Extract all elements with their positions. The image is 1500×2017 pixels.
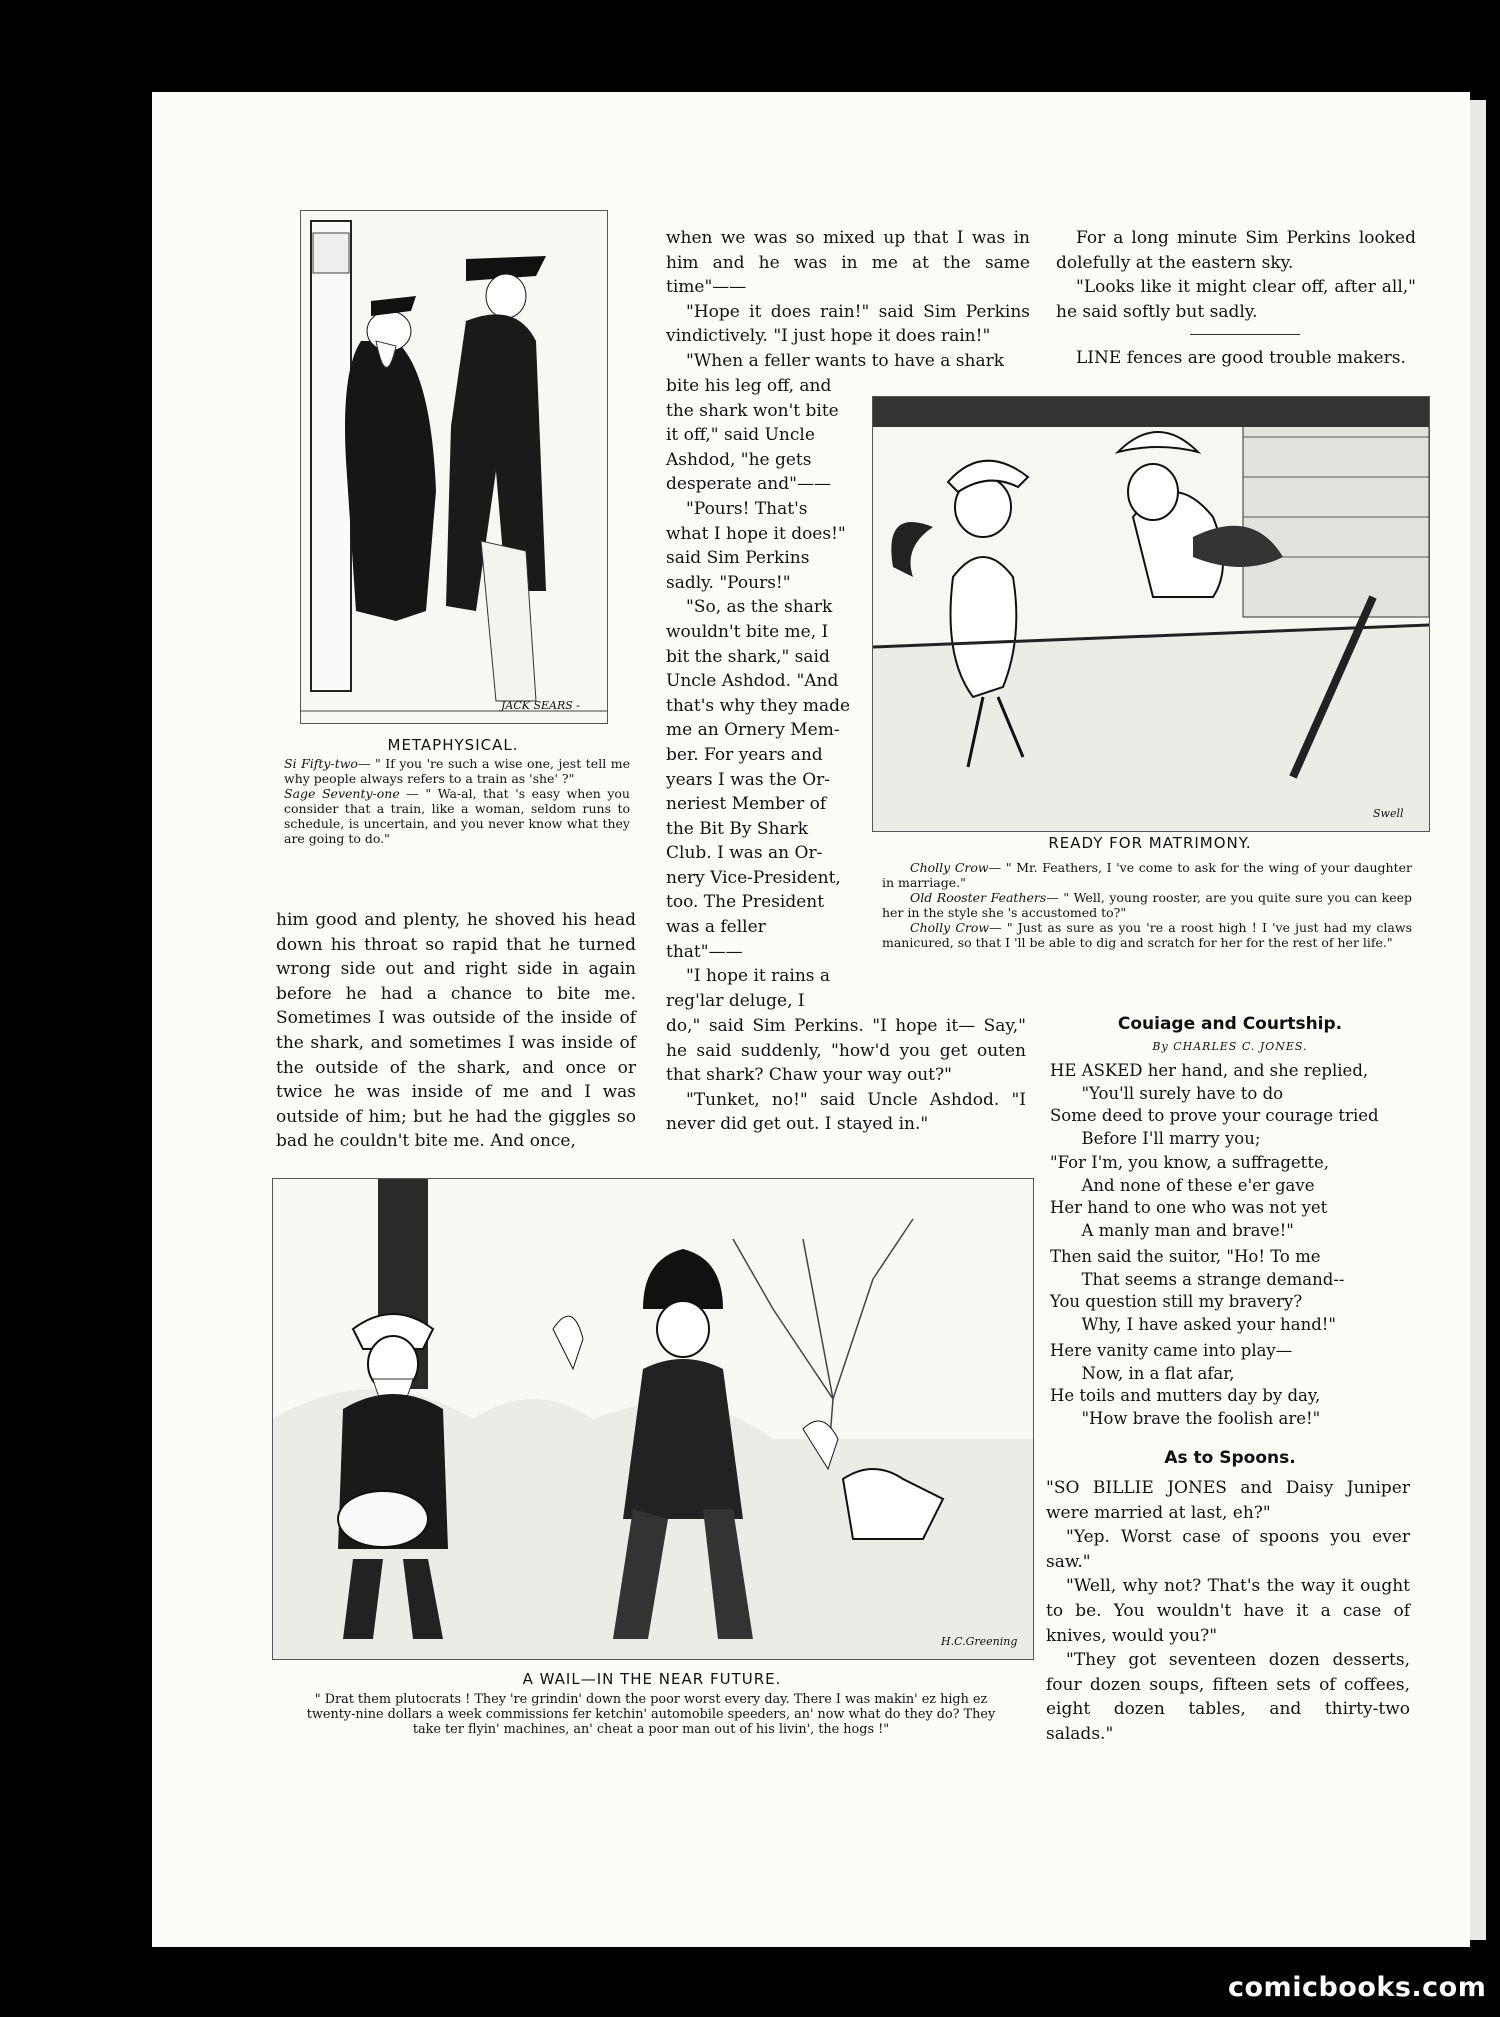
story-middle-bottom — [666, 1014, 1026, 1137]
story-middle-top — [666, 226, 1030, 374]
narrow-line: was a feller — [666, 917, 766, 938]
watermark: comicbooks.com — [1228, 1972, 1487, 2003]
narrow-line: "So, as the shark — [686, 597, 833, 618]
story-hope-rain: "Hope it does rain!" said Sim Perkins vindictively. "I just hope it does rain!" — [666, 301, 1030, 347]
si-fifty-two-speaker: Si Fifty-two— — [284, 756, 371, 771]
narrow-line: the shark won't bite — [666, 400, 839, 421]
story-tunket: "Tunket, no!" said Uncle Ashdod. "I never did get out. I stayed in." — [666, 1089, 1026, 1135]
spoons-yep: "Yep. Worst case of spoons you ever saw." — [1046, 1527, 1410, 1572]
story-left-column: him good and plenty, he shoved his head down his throat so rapid that he turned wrong side out and right side in again before he had a chance to bite me. Sometimes I was outside of the inside of the shark, and sometimes I was inside of the outside of the shark, and once or twice he was inside of me and I was outside of him; but he had the giggles so bad he couldn't bite me. And once, — [276, 910, 636, 1152]
narrow-line: Uncle Ashdod. "And — [666, 671, 839, 692]
story-narrow-column — [666, 374, 856, 1013]
matrimony-signature: Swell — [1373, 807, 1404, 820]
spoons-why-not: "Well, why not? That's the way it ought to be. You wouldn't have it a case of knives, would you?" — [1046, 1576, 1410, 1646]
two-men-arguing-drawing — [273, 1179, 1033, 1659]
sage-seventy-one-speaker: Sage Seventy-one — — [284, 786, 419, 801]
narrow-line: wouldn't bite me, I — [666, 621, 829, 642]
narrow-line: "I hope it rains a — [686, 966, 831, 987]
spoons-title: As to Spoons. — [1164, 1448, 1296, 1468]
matrimony-caption — [882, 860, 1412, 950]
narrow-line: too. The President — [666, 892, 825, 913]
narrow-line: that's why they made — [666, 695, 851, 716]
matrimony-illustration — [872, 396, 1430, 832]
old-rooster-speaker: Old Rooster Feathers— — [910, 890, 1059, 905]
narrow-line: Ashdod, "he gets — [666, 449, 812, 470]
narrow-line: the Bit By Shark — [666, 818, 809, 839]
narrow-line: bit the shark," said — [666, 646, 830, 667]
cholly-crow-speaker: Cholly Crow— — [910, 860, 1002, 875]
story-clear-off: "Looks like it might clear off, after all," he said softly but sadly. — [1056, 277, 1416, 322]
narrow-line: what I hope it does!" — [666, 523, 846, 544]
wail-illustration — [272, 1178, 1034, 1660]
metaphysical-title: METAPHYSICAL. — [387, 736, 519, 754]
cholly-crow-line: " Mr. Feathers, I 've come to ask for the wing of your daughter in marriage." — [882, 860, 1412, 890]
narrow-line: it off," said Uncle — [666, 425, 815, 446]
story-feller-shark: "When a feller wants to have a shark — [686, 350, 1005, 371]
matrimony-title: READY FOR MATRIMONY. — [1048, 834, 1252, 852]
cholly-crow-line: " Just as sure as you 're a roost high ! I 've just had my claws manicured, so that I 'll be able to dig and scratch for her for the rest of her life." — [882, 920, 1412, 950]
sage-seventy-one-line: " Wa-al, that 's easy when you consider that a train, like a woman, seldom runs to schedule, is uncertain, and you never know what they are going to do." — [284, 786, 630, 846]
wail-title: A WAIL—IN THE NEAR FUTURE. — [522, 1670, 782, 1688]
poem-stanza-4: Here vanity came into play— Now, in a flat afar, He toils and mutters day by day, "How brave the foolish are!" — [1050, 1341, 1321, 1428]
poem-byline: By CHARLES C. JONES. — [1152, 1040, 1308, 1053]
poem-stanza-2: "For I'm, you know, a suffragette, And none of these e'er gave Her hand to one who was not yet A manly man and brave!" — [1050, 1153, 1329, 1240]
spoons-article — [1046, 1476, 1410, 1747]
metaphysical-illustration — [300, 210, 608, 724]
cholly-crow-speaker: Cholly Crow— — [910, 920, 1002, 935]
narrow-line: Club. I was an Or- — [666, 843, 823, 864]
wail-signature: H.C.Greening — [941, 1635, 1018, 1648]
narrow-line: that"—— — [666, 941, 743, 962]
story-right-top — [1056, 226, 1416, 324]
narrow-line: said Sim Perkins — [666, 548, 810, 569]
narrow-line: sadly. "Pours!" — [666, 572, 791, 593]
narrow-line: years I was the Or- — [666, 769, 831, 790]
narrow-line: neriest Member of — [666, 794, 827, 815]
poem-stanza-3: Then said the suitor, "Ho! To me That seems a strange demand-- You question still my bravery? Why, I have asked your hand!" — [1050, 1247, 1345, 1334]
old-rooster-line: " Well, young rooster, are you quite sure you can keep her in the style she 's accustomed to?" — [882, 890, 1412, 920]
story-mid-top: when we was so mixed up that I was in him and he was in me at the same time"—— — [666, 228, 1030, 298]
poem-title: Couiage and Courtship. — [1117, 1014, 1343, 1034]
narrow-line: "Pours! That's — [686, 498, 808, 519]
line-fences-filler: LINE fences are good trouble makers. — [1076, 348, 1406, 368]
metaphysical-caption — [284, 756, 630, 846]
wail-caption: " Drat them plutocrats ! They 're grindin' down the poor worst every day. There I was makin' ez high ez twenty-nine dollars a week commissions fer ketchin' automobile speeders, an' now what do they do? They take ter flyin' machines, an' cheat a poor man out of his livin', the hogs !" — [306, 1692, 996, 1737]
narrow-line: desperate and"—— — [666, 474, 831, 495]
spoons-gifts: "They got seventeen dozen desserts, four dozen soups, fifteen sets of coffees, eight dozen tables, and thirty-two salads." — [1046, 1650, 1410, 1744]
spoons-billie-jones: "SO BILLIE JONES and Daisy Juniper were married at last, eh?" — [1046, 1478, 1410, 1523]
roosters-drawing — [873, 397, 1429, 831]
narrow-line: bite his leg off, and — [666, 376, 832, 396]
divider-rule — [1190, 334, 1300, 335]
story-perkins-say: do," said Sim Perkins. "I hope it— Say," he said suddenly, "how'd you get outen that shark? Chaw your way out?" — [666, 1016, 1026, 1086]
page-edge — [1470, 100, 1486, 1940]
story-long-minute: For a long minute Sim Perkins looked dolefully at the eastern sky. — [1056, 228, 1416, 273]
narrow-line: reg'lar deluge, I — [666, 990, 805, 1011]
two-old-men-drawing — [301, 211, 607, 723]
poem-stanza-1: HE ASKED her hand, and she replied, "You'll surely have to do Some deed to prove your courage tried Before I'll marry you; — [1050, 1061, 1379, 1148]
narrow-line: nery Vice-President, — [666, 867, 841, 888]
narrow-line: ber. For years and — [666, 744, 823, 765]
narrow-line: me an Ornery Mem- — [666, 720, 840, 741]
si-fifty-two-line: " If you 're such a wise one, jest tell me why people always refers to a train as 'she' ?" — [284, 756, 630, 786]
metaphysical-signature: JACK SEARS - — [501, 699, 581, 712]
